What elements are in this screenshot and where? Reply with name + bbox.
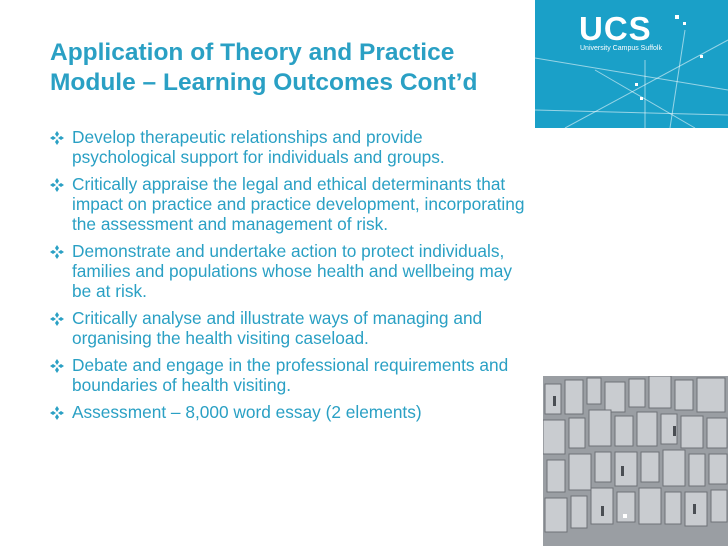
list-item — [50, 241, 530, 301]
list-item — [50, 174, 530, 234]
logo-wordmark: UCS — [579, 10, 652, 47]
title-line-2: Module – Learning Outcomes Cont’d — [50, 69, 478, 96]
list-item — [50, 127, 530, 167]
slide-title — [50, 38, 540, 98]
list-item-text: Demonstrate and undertake action to protect individuals, families and populations whose health and wellbeing may be at risk. — [72, 241, 512, 301]
list-item-text: Develop therapeutic relationships and provide psychological support for individuals and groups. — [72, 127, 445, 167]
building-photo — [543, 376, 728, 546]
diamond-bullet-icon — [50, 178, 64, 192]
logo-subtitle: University Campus Suffolk — [580, 45, 662, 52]
list-item — [50, 402, 530, 422]
diamond-bullet-icon — [50, 359, 64, 373]
diamond-bullet-icon — [50, 406, 64, 420]
diamond-bullet-icon — [50, 245, 64, 259]
list-item — [50, 308, 530, 348]
list-item-text: Critically analyse and illustrate ways of managing and organising the health visiting caseload. — [72, 308, 483, 348]
list-item-text: Debate and engage in the professional requirements and boundaries of health visiting. — [72, 355, 509, 395]
list-item — [50, 355, 530, 395]
title-line-1: Application of Theory and Practice — [50, 39, 455, 66]
diamond-bullet-icon — [50, 131, 64, 145]
learning-outcomes-list — [50, 127, 530, 429]
list-item-text: Critically appraise the legal and ethical determinants that impact on practice and practice development, incorporating the assessment and management of risk. — [72, 174, 525, 234]
building-facade-image — [543, 376, 728, 546]
ucs-logo — [535, 0, 728, 128]
diamond-bullet-icon — [50, 312, 64, 326]
list-item-text: Assessment – 8,000 word essay (2 elements) — [72, 402, 422, 422]
